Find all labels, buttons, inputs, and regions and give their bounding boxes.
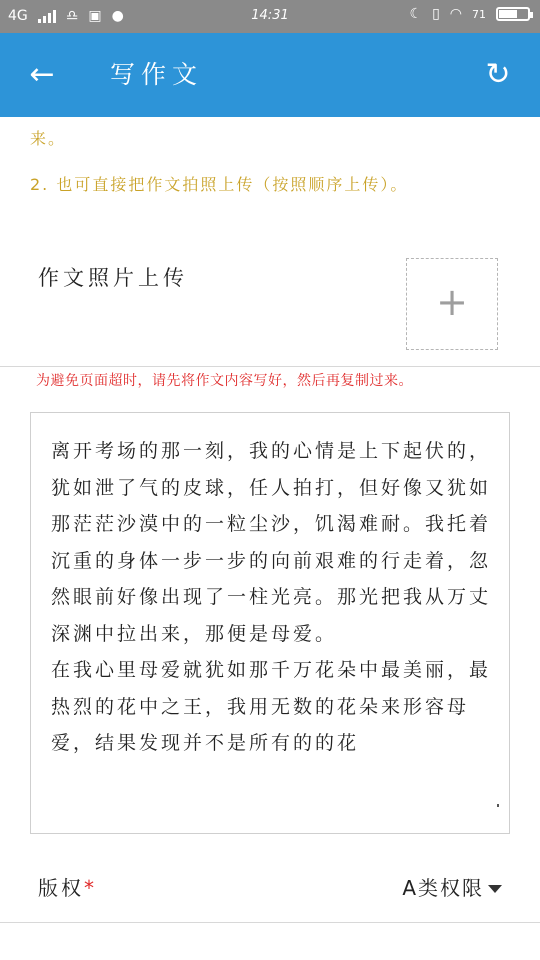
wifi-icon: ◠	[449, 6, 462, 22]
hint-line-1: 来。	[30, 129, 67, 148]
copyright-label	[38, 872, 97, 901]
battery-fill	[499, 10, 517, 18]
image-icon: ▣	[88, 8, 102, 24]
copyright-select[interactable]	[402, 872, 502, 901]
copyright-value[interactable]: A类权限	[402, 876, 484, 900]
chat-icon: ●	[111, 8, 124, 24]
add-photo-button[interactable]: +	[406, 258, 498, 350]
essay-content[interactable]: 离开考场的那一刻，我的心情是上下起伏的，犹如泄了气的皮球，任人拍打，但好像又犹如那茫茫沙漠中的一粒尘沙，饥渴难耐。我托着沉重的身体一步一步的向前艰难的行走着，忽然眼前好像出现了一柱光亮。那光把我从万丈深渊中拉出来，那便是母爱。 在我心里母爱就犹如那千万花朵中最美丽，最热烈的花中之王，我用无数的花朵来形容母爱，结果发现并不是所有的的花	[51, 440, 492, 754]
status-right	[410, 6, 531, 22]
vibrate-icon: ▯	[432, 6, 440, 22]
divider	[0, 366, 540, 367]
timeout-warning: 为避免页面超时，请先将作文内容写好，然后再复制过来。	[36, 373, 413, 389]
status-time: 14:31	[251, 8, 289, 23]
hint-line-2: 2. 也可直接把作文拍照上传（按照顺序上传）。	[30, 175, 409, 194]
moon-icon: ☾	[409, 6, 423, 22]
battery-percent: 71	[472, 7, 486, 21]
copyright-label-text: 版权	[38, 876, 84, 900]
refresh-icon[interactable]: ↻	[485, 57, 511, 92]
network-type: 4G	[8, 8, 28, 24]
battery-icon	[496, 7, 530, 21]
page-title: 写作文	[110, 60, 204, 89]
photo-upload-label: 作文照片上传	[38, 266, 188, 290]
essay-textarea[interactable]	[30, 412, 510, 834]
required-mark: *	[84, 876, 97, 900]
app-bar	[0, 33, 540, 117]
qq-icon: ♎	[65, 8, 79, 24]
scroll-indicator	[497, 804, 499, 807]
back-arrow-icon[interactable]: ←	[29, 57, 55, 92]
divider	[0, 922, 540, 923]
status-bar	[0, 0, 540, 33]
chevron-down-icon[interactable]	[488, 885, 502, 893]
